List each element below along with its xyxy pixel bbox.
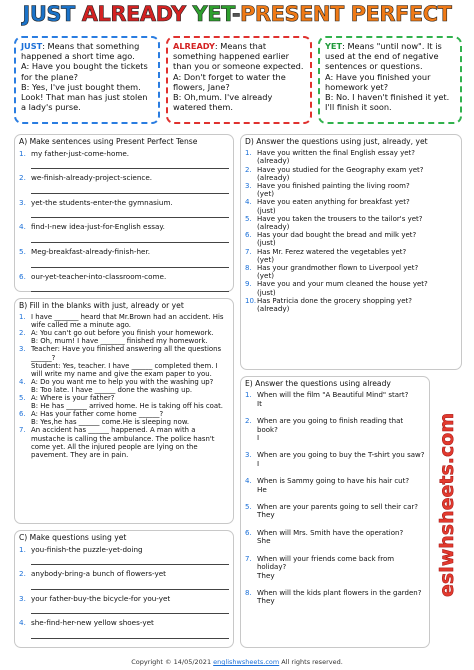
answer-line[interactable] xyxy=(31,606,229,614)
section-d-item: 4. Have you eaten anything for breakfast yet? (just) xyxy=(245,198,457,214)
section-d xyxy=(240,134,462,370)
title-yet: YET xyxy=(192,2,232,26)
section-a xyxy=(14,134,234,292)
section-d-item: 2. Have you studied for the Geography exam yet? (already) xyxy=(245,166,457,182)
section-d-heading: D) Answer the questions using just, already, yet xyxy=(245,137,428,146)
section-c-item: 4. she-find-her-new yellow shoes-yet xyxy=(19,619,229,639)
yet-label: YET xyxy=(325,41,343,51)
just-label: JUST xyxy=(21,41,43,51)
section-d-hint: (yet) xyxy=(257,189,275,199)
already-example-b: B: Oh,mum. I've already watered them. xyxy=(173,92,273,113)
section-d-question: Have you eaten anything for breakfast yet? xyxy=(257,198,410,207)
copyright-tail: All rights reserved. xyxy=(279,658,343,666)
section-d-hint: (just) xyxy=(257,205,276,215)
section-d-question: Has Mr. Ferez watered the vegetables yet? xyxy=(257,247,407,256)
section-e xyxy=(240,376,430,648)
section-c-item: 3. your father-buy-the bicycle-for you-yet xyxy=(19,595,229,615)
section-d-question: Has your grandmother flown to Liverpool yet? xyxy=(257,264,419,273)
answer-line[interactable] xyxy=(31,631,229,639)
answer-line[interactable] xyxy=(31,260,229,268)
section-d-question: Has your dad bought the bread and milk yet? xyxy=(257,231,417,240)
section-c-item: 1. you-finish-the puzzle-yet-doing xyxy=(19,546,229,566)
section-a-item: 5. Meg-breakfast-already-finish-her. xyxy=(19,248,229,268)
section-d-hint: (yet) xyxy=(257,254,275,264)
section-d-question: Have you studied for the Geography exam yet? xyxy=(257,165,424,174)
blank-sentence[interactable]: B: He has ______ arrived home. He is taking off his coat. xyxy=(31,402,223,411)
section-e-item: 1. When will the film "A Beautiful Mind" start? It xyxy=(245,391,425,408)
section-a-prompt: we-finish-already-project-science. xyxy=(31,173,153,183)
section-c xyxy=(14,530,234,648)
section-e-question: When will your friends come back from holiday? xyxy=(257,554,395,572)
section-e-answer-start[interactable]: It xyxy=(257,398,262,408)
answer-line[interactable] xyxy=(31,557,229,565)
answer-line[interactable] xyxy=(31,582,229,590)
answer-line[interactable] xyxy=(31,284,229,292)
yet-explanation-box xyxy=(318,36,462,124)
section-a-item: 6. our-yet-teacher-into-classroom-come. xyxy=(19,273,229,293)
section-e-item: 4. When is Sammy going to have his hair cut? He xyxy=(245,477,425,494)
title-already: ALREADY xyxy=(81,2,186,26)
section-a-prompt: yet-the students-enter-the gymnasium. xyxy=(31,197,173,207)
blank-sentence[interactable]: B: Oh, mum! I have _______ finished my homework. xyxy=(31,337,208,346)
site-link[interactable]: englishwsheets.com xyxy=(213,658,280,666)
section-e-heading: E) Answer the questions using already xyxy=(245,379,391,388)
section-d-hint: (yet) xyxy=(257,271,275,281)
just-explanation-box xyxy=(14,36,160,124)
section-b-item: 3. Teacher: Have you finished answering all the questions ______? Student: Yes, teacher. I have ______ completed them. I will write my name and give the exam paper to you. xyxy=(19,345,229,377)
blank-sentence[interactable]: A: You can't go out before you finish your homework. xyxy=(31,329,214,338)
section-b-heading: B) Fill in the blanks with just, already or yet xyxy=(19,301,184,310)
section-a-item: 4. find-I-new idea-just-for-English essay. xyxy=(19,223,229,243)
section-a-prompt: Meg-breakfast-already-finish-her. xyxy=(31,246,151,256)
answer-line[interactable] xyxy=(31,186,229,194)
section-d-question: Have you and your mum cleaned the house yet? xyxy=(257,280,428,289)
section-d-question: Have you taken the trousers to the tailor's yet? xyxy=(257,214,423,223)
section-a-item: 1. my father-just-come-home. xyxy=(19,150,229,170)
just-example-a: A: Have you bought the tickets for the plane? xyxy=(21,61,148,82)
title-present-perfect: PRESENT PERFECT xyxy=(240,2,452,26)
section-e-item: 2. When are you going to finish reading that book? I xyxy=(245,417,425,442)
blank-sentence[interactable]: An accident has ______ happened. A man with a mustache is calling the ambulance. The police hasn't come yet. All the injured people are lying on the pavement. They are in pain. xyxy=(31,426,215,459)
section-d-item: 8. Has your grandmother flown to Liverpool yet? (yet) xyxy=(245,264,457,280)
section-d-hint: (just) xyxy=(257,238,276,248)
section-e-question: When are you going to finish reading that book? xyxy=(257,417,404,434)
page-title xyxy=(0,2,474,30)
title-just: JUST xyxy=(22,2,75,26)
section-d-hint: (already) xyxy=(257,156,290,166)
section-c-heading: C) Make questions using yet xyxy=(19,533,127,542)
section-a-item: 3. yet-the students-enter-the gymnasium. xyxy=(19,199,229,219)
section-e-answer-start[interactable]: She xyxy=(257,536,271,546)
section-d-item: 10. Has Patricia done the grocery shopping yet? (already) xyxy=(245,297,457,313)
section-d-hint: (already) xyxy=(257,304,290,314)
section-c-prompt: she-find-her-new yellow shoes-yet xyxy=(31,618,154,628)
site-watermark: eslwhsheets.com xyxy=(436,412,458,598)
section-b xyxy=(14,298,234,524)
section-b-item: 2. A: You can't go out before you finish your homework. B: Oh, mum! I have _______ finished my homework. xyxy=(19,329,214,346)
yet-example-a: A: Have you finished your homework yet? xyxy=(325,71,431,92)
section-d-item: 7. Has Mr. Ferez watered the vegetables yet? (yet) xyxy=(245,248,457,264)
section-e-question: When are you going to buy the T-shirt you saw? xyxy=(257,451,425,460)
just-definition: : Means that something happened a short time ago. xyxy=(21,41,140,62)
blank-sentence[interactable]: A: Where is your father? xyxy=(31,394,115,403)
blank-sentence[interactable]: Student: Yes, teacher. I have ______ completed them. I will write my name and give the exam paper to you. xyxy=(31,361,218,378)
section-e-item: 7. When will your friends come back from holiday? They xyxy=(245,555,425,580)
section-e-item: 6. When will Mrs. Smith have the operation? She xyxy=(245,529,425,546)
section-d-question: Have you finished painting the living room? xyxy=(257,182,410,191)
section-d-hint: (just) xyxy=(257,287,276,297)
section-d-item: 3. Have you finished painting the living room? (yet) xyxy=(245,182,457,198)
blank-sentence[interactable]: B: Yes,he has ______ come.He is sleeping now. xyxy=(31,418,190,427)
answer-line[interactable] xyxy=(31,161,229,169)
blank-sentence[interactable]: B: Too late. I have ______ done the washing up. xyxy=(31,385,193,394)
section-d-item: 6. Has your dad bought the bread and milk yet? (just) xyxy=(245,231,457,247)
section-d-question: Have you written the final English essay yet? xyxy=(257,149,416,158)
section-e-item: 3. When are you going to buy the T-shirt you saw? I xyxy=(245,451,425,468)
section-e-item: 5. When are your parents going to sell their car? They xyxy=(245,503,425,520)
section-e-answer-start[interactable]: I xyxy=(257,433,260,443)
section-c-prompt: your father-buy-the bicycle-for you-yet xyxy=(31,593,171,603)
already-label: ALREADY xyxy=(173,41,215,51)
section-e-question: When are your parents going to sell their car? xyxy=(257,503,419,512)
section-d-item: 9. Have you and your mum cleaned the house yet? (just) xyxy=(245,280,457,296)
section-b-item: 1. I have _______ heard that Mr.Brown had an accident. His wife called me a minute ago. xyxy=(19,313,229,329)
section-e-answer-start[interactable]: They xyxy=(257,570,275,580)
section-b-item: 7. An accident has ______ happened. A man with a mustache is calling the ambulance. The police hasn't come yet. All the injured people are lying on the pavement. They are in pain. xyxy=(19,426,229,458)
title-dash: - xyxy=(231,2,241,26)
answer-line[interactable] xyxy=(31,235,229,243)
blank-sentence[interactable]: A: Do you want me to help you with the washing up? xyxy=(31,377,214,386)
section-e-answer-start[interactable]: They xyxy=(257,510,275,520)
section-d-hint: (already) xyxy=(257,172,290,182)
section-b-item: 4. A: Do you want me to help you with the washing up? B: Too late. I have ______ done the washing up. xyxy=(19,377,214,394)
copyright-text: Copyright © 14/05/2021 xyxy=(131,658,214,666)
section-d-hint: (already) xyxy=(257,222,290,232)
section-a-prompt: our-yet-teacher-into-classroom-come. xyxy=(31,271,167,281)
copyright-footer xyxy=(0,658,474,666)
section-e-answer-start[interactable]: He xyxy=(257,484,267,494)
section-c-prompt: anybody-bring-a bunch of flowers-yet xyxy=(31,569,166,579)
already-explanation-box xyxy=(166,36,312,124)
section-c-item: 2. anybody-bring-a bunch of flowers-yet xyxy=(19,570,229,590)
section-e-question: When will Mrs. Smith have the operation? xyxy=(257,528,404,537)
section-e-question: When will the film "A Beautiful Mind" start? xyxy=(257,391,409,400)
section-d-item: 5. Have you taken the trousers to the tailor's yet? (already) xyxy=(245,215,457,231)
yet-definition: : Means "until now". It is used at the end of negative sentences or questions. xyxy=(325,41,442,72)
blank-sentence[interactable]: Teacher: Have you finished answering all the questions ______? xyxy=(31,345,222,362)
blank-sentence[interactable]: A: Has your father come home ______? xyxy=(31,410,164,419)
section-d-item: 1. Have you written the final English essay yet? (already) xyxy=(245,149,457,165)
section-d-question: Has Patricia done the grocery shopping yet? xyxy=(257,296,412,305)
section-e-question: When is Sammy going to have his hair cut? xyxy=(257,477,410,486)
section-a-prompt: find-I-new idea-just-for-English essay. xyxy=(31,222,165,232)
section-b-item: 6. A: Has your father come home ______? B: Yes,he has ______ come.He is sleeping now. xyxy=(19,410,190,427)
blank-sentence[interactable]: I have _______ heard that Mr.Brown had an accident. His wife called me a minute ago. xyxy=(31,313,224,330)
section-e-item: 8. When will the kids plant flowers in the garden? They xyxy=(245,589,425,606)
section-e-answer-start[interactable]: They xyxy=(257,596,275,606)
already-example-a: A: Don't forget to water the flowers, Jane? xyxy=(173,71,286,92)
answer-line[interactable] xyxy=(31,210,229,218)
section-a-item: 2. we-finish-already-project-science. xyxy=(19,174,229,194)
section-e-question: When will the kids plant flowers in the garden? xyxy=(257,588,422,597)
yet-example-b: B: No. I haven't finished it yet. I'll finish it soon. xyxy=(325,92,450,113)
section-a-prompt: my father-just-come-home. xyxy=(31,148,130,158)
section-c-prompt: you-finish-the puzzle-yet-doing xyxy=(31,544,143,554)
section-b-item: 5. A: Where is your father? B: He has ______ arrived home. He is taking off his coat. xyxy=(19,394,223,411)
just-example-b: B: Yes, I've just bought them. Look! That man has just stolen a lady's purse. xyxy=(21,81,148,113)
section-a-heading: A) Make sentences using Present Perfect Tense xyxy=(19,137,198,146)
section-e-answer-start[interactable]: I xyxy=(257,458,260,468)
already-definition: : Means that something happened earlier than you or someone expected. xyxy=(173,41,304,72)
